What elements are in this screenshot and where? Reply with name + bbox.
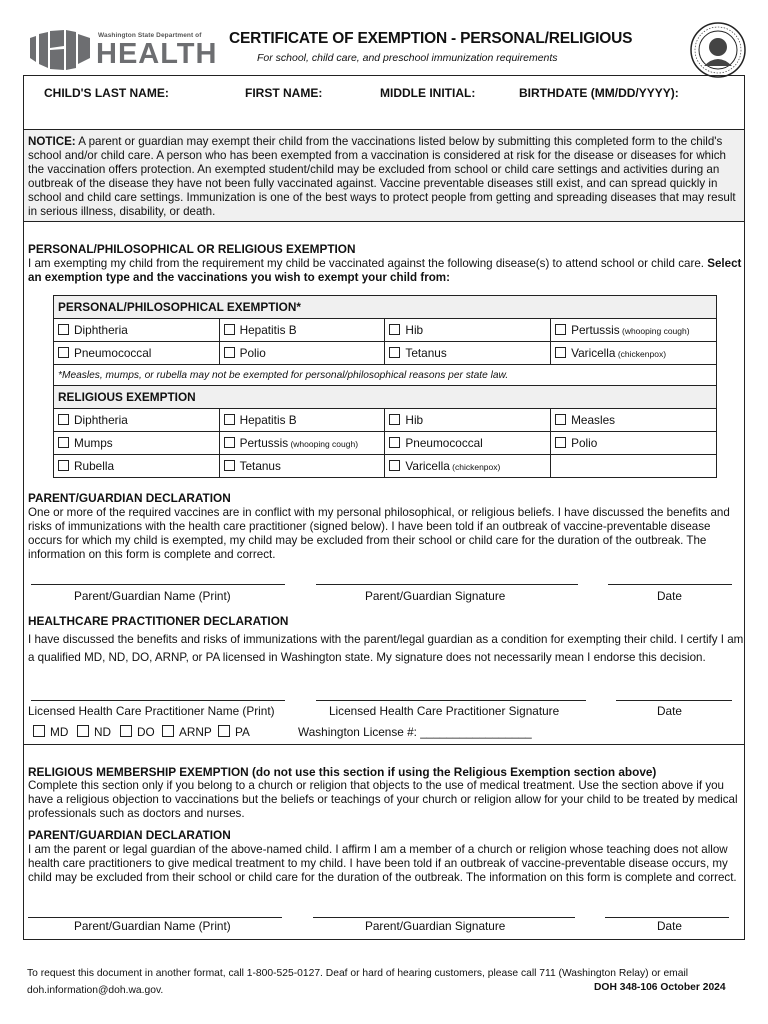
checkbox[interactable] [389,324,400,335]
table-row [54,455,717,478]
checkbox[interactable] [224,347,235,358]
personal-exemption-header: PERSONAL/PHILOSOPHICAL EXEMPTION* [54,296,717,319]
checkbox[interactable] [555,414,566,425]
checkbox[interactable] [389,437,400,448]
vaccine-note: (whooping cough) [619,326,690,336]
logo-department-text: Washington State Department of [98,32,202,39]
parent-signature-line-1[interactable] [316,584,578,585]
vaccine-label: Measles [571,413,616,427]
personal-pertussis-option[interactable] [551,319,717,342]
notice-box [24,130,744,222]
table-cell [551,455,717,478]
table-row [54,409,717,432]
religious-rubella-option[interactable] [54,455,220,478]
notice-label: NOTICE: [28,135,76,148]
credential-nd[interactable] [77,725,111,739]
checkbox[interactable] [58,324,69,335]
document-subtitle: For school, child care, and preschool immunization requirements [257,52,558,64]
personal-exemption-note: *Measles, mumps, or rubella may not be exempted for personal/philosophical reasons per state law. [54,365,717,386]
personal-tetanus-option[interactable] [385,342,551,365]
intro-bold-text: Select an exemption type and the vaccinations you wish to exempt your child from: [28,257,742,284]
checkbox[interactable] [555,347,566,358]
practitioner-date-line[interactable] [616,700,732,701]
vaccine-label: Varicella [405,459,450,473]
parent-name-label-1: Parent/Guardian Name (Print) [74,589,231,603]
child-last-name-field[interactable]: CHILD'S LAST NAME: [44,86,169,100]
checkbox[interactable] [77,725,89,737]
table-row [54,432,717,455]
checkbox[interactable] [58,460,69,471]
intro-text: I am exempting my child from the requirement my child be vaccinated against the following disease(s) to attend school or child care. [28,257,708,270]
section-divider [24,744,744,745]
religious-pneumococcal-option[interactable] [385,432,551,455]
religious-membership-text: Complete this section only if you belong to a church or religion that objects to the use of medical treatment. Use the section above if you have a religious objection to vaccinations but the beliefs or teachings of your church or religion allow for your child to be treated by medical professionals such as doctors and nurses. [28,779,738,820]
vaccine-label: Varicella [571,346,616,360]
checkbox[interactable] [218,725,230,737]
credential-label: DO [137,725,155,739]
religious-membership-heading: RELIGIOUS MEMBERSHIP EXEMPTION (do not use this section if using the Religious Exemption section above) [28,765,657,779]
personal-varicella-option[interactable] [551,342,717,365]
vaccine-label: Hepatitis B [239,323,297,337]
personal-polio-option[interactable] [219,342,385,365]
checkbox[interactable] [555,437,566,448]
document-code: DOH 348-106 October 2024 [594,982,726,993]
child-name-row [24,76,744,130]
vaccine-label: Tetanus [239,459,281,473]
religious-hepatitis-b-option[interactable] [219,409,385,432]
birthdate-field[interactable]: BIRTHDATE (MM/DD/YYYY): [519,86,679,100]
practitioner-declaration-heading: HEALTHCARE PRACTITIONER DECLARATION [28,614,289,628]
checkbox[interactable] [33,725,45,737]
credential-label: MD [50,725,69,739]
credential-pa[interactable] [218,725,250,739]
credential-md[interactable] [33,725,68,739]
credential-label: ND [94,725,112,739]
parent-name-line-1[interactable] [31,584,285,585]
personal-hib-option[interactable] [385,319,551,342]
footer-text: To request this document in another format, call 1-800-525-0127. Deaf or hard of hearing customers, please call 711 (Washington Relay) or email doh.information@doh.wa.gov. [27,968,689,996]
credential-arnp[interactable] [162,725,212,739]
checkbox[interactable] [120,725,132,737]
washington-license-field[interactable]: Washington License #: _________________ [298,725,532,739]
vaccine-note: (chickenpox) [615,349,667,359]
parent-date-label-2: Date [657,919,682,933]
checkbox[interactable] [555,324,566,335]
credential-label: ARNP [179,725,212,739]
parent-signature-label-1: Parent/Guardian Signature [365,589,506,603]
state-seal-icon [690,22,746,78]
vaccine-note: (chickenpox) [449,462,501,472]
religious-measles-option[interactable] [551,409,717,432]
checkbox[interactable] [389,460,400,471]
practitioner-name-line[interactable] [31,700,285,701]
religious-hib-option[interactable] [385,409,551,432]
religious-pertussis-option[interactable] [219,432,385,455]
practitioner-declaration-text: I have discussed the benefits and risks of immunizations with the parent/legal guardian as a condition for exempting their child. I certify I am a qualified MD, ND, DO, ARNP, or PA licensed in Washington state. My signature does not necessarily mean I endorse this decision. [28,633,744,664]
vaccine-label: Pneumococcal [74,346,152,360]
checkbox[interactable] [58,414,69,425]
checkbox[interactable] [58,437,69,448]
practitioner-date-label: Date [657,704,682,718]
personal-hepatitis-b-option[interactable] [219,319,385,342]
checkbox[interactable] [224,437,235,448]
religious-varicella-option[interactable] [385,455,551,478]
religious-mumps-option[interactable] [54,432,220,455]
practitioner-signature-line[interactable] [316,700,586,701]
middle-initial-field[interactable]: MIDDLE INITIAL: [380,86,476,100]
vaccine-label: Hib [405,323,424,337]
table-row [54,342,717,365]
vaccine-label: Diphtheria [74,413,128,427]
vaccine-label: Tetanus [405,346,447,360]
checkbox[interactable] [224,414,235,425]
vaccine-label: Polio [239,346,266,360]
parent-signature-line-2[interactable] [313,917,575,918]
checkbox[interactable] [58,347,69,358]
vaccine-label: Pertussis [239,436,289,450]
vaccine-label: Mumps [74,436,113,450]
vaccine-label: Hib [405,413,424,427]
logo-health-text: HEALTH [96,38,218,70]
vaccine-label: Pneumococcal [405,436,483,450]
notice-text: A parent or guardian may exempt their child from the vaccinations listed below by submitting this completed form to the child's school and/or child care. A person who has been exempted from a vaccination is considered at risk for the disease or diseases for which the vaccination offers protection. An exempted student/child may be excluded from school or child care settings and activities during an outbreak of the disease they have not been fully vaccinated against. Vaccine preventable diseases still exist, and can spread quickly in school and child care settings. Immunization is one of the best ways to protect people from getting and spreading diseases that may result in serious illness, disability, or death. [28,135,736,218]
parent-declaration-2-heading: PARENT/GUARDIAN DECLARATION [28,828,231,842]
parent-name-line-2[interactable] [28,917,282,918]
vaccine-label: Pertussis [571,323,620,337]
checkbox[interactable] [162,725,174,737]
doh-logo-mark-icon [28,28,94,70]
personal-religious-heading: PERSONAL/PHILOSOPHICAL OR RELIGIOUS EXEMPTION [28,242,356,256]
personal-pneumococcal-option[interactable] [54,342,220,365]
exemption-table [53,295,717,478]
doh-logo [28,26,218,72]
parent-date-line-1[interactable] [608,584,732,585]
document-title: CERTIFICATE OF EXEMPTION - PERSONAL/RELIGIOUS [229,30,633,47]
form-frame [23,75,745,940]
credential-do[interactable] [120,725,155,739]
parent-declaration-1-heading: PARENT/GUARDIAN DECLARATION [28,491,231,505]
parent-date-label-1: Date [657,589,682,603]
practitioner-signature-label: Licensed Health Care Practitioner Signature [329,704,560,718]
table-row [54,319,717,342]
parent-declaration-1-text: One or more of the required vaccines are in conflict with my personal philosophical, or religious beliefs. I have discussed the benefits and risks of immunizations with the health care practitioner (signed below). I have been told if an outbreak of vaccine-preventable disease occurs for which my child is exempted, my child may be excluded from their school or child care for the duration of the outbreak. The information on this form is complete and correct. [28,506,730,561]
checkbox[interactable] [224,324,235,335]
credential-label: PA [235,725,250,739]
form-header [0,0,768,80]
parent-name-label-2: Parent/Guardian Name (Print) [74,919,231,933]
religious-polio-option[interactable] [551,432,717,455]
vaccine-label: Polio [571,436,598,450]
personal-diphtheria-option[interactable] [54,319,220,342]
religious-tetanus-option[interactable] [219,455,385,478]
religious-exemption-header: RELIGIOUS EXEMPTION [54,386,717,409]
parent-date-line-2[interactable] [605,917,729,918]
vaccine-note: (whooping cough) [288,439,359,449]
vaccine-label: Hepatitis B [239,413,297,427]
parent-signature-label-2: Parent/Guardian Signature [365,919,506,933]
practitioner-name-label: Licensed Health Care Practitioner Name (Print) [28,704,275,718]
checkbox[interactable] [224,460,235,471]
vaccine-label: Diphtheria [74,323,128,337]
checkbox[interactable] [389,414,400,425]
vaccine-label: Rubella [74,459,115,473]
parent-declaration-2-text: I am the parent or legal guardian of the above-named child. I affirm I am a member of a church or religion whose teaching does not allow health care practitioners to give medical treatment to my child. I have been told if an outbreak of vaccine-preventable disease occurs, my child may be excluded from their school or child care for the duration of the outbreak. The information on this form is complete and correct. [28,843,737,884]
first-name-field[interactable]: FIRST NAME: [245,86,323,100]
personal-religious-intro [28,257,744,285]
religious-diphtheria-option[interactable] [54,409,220,432]
checkbox[interactable] [389,347,400,358]
